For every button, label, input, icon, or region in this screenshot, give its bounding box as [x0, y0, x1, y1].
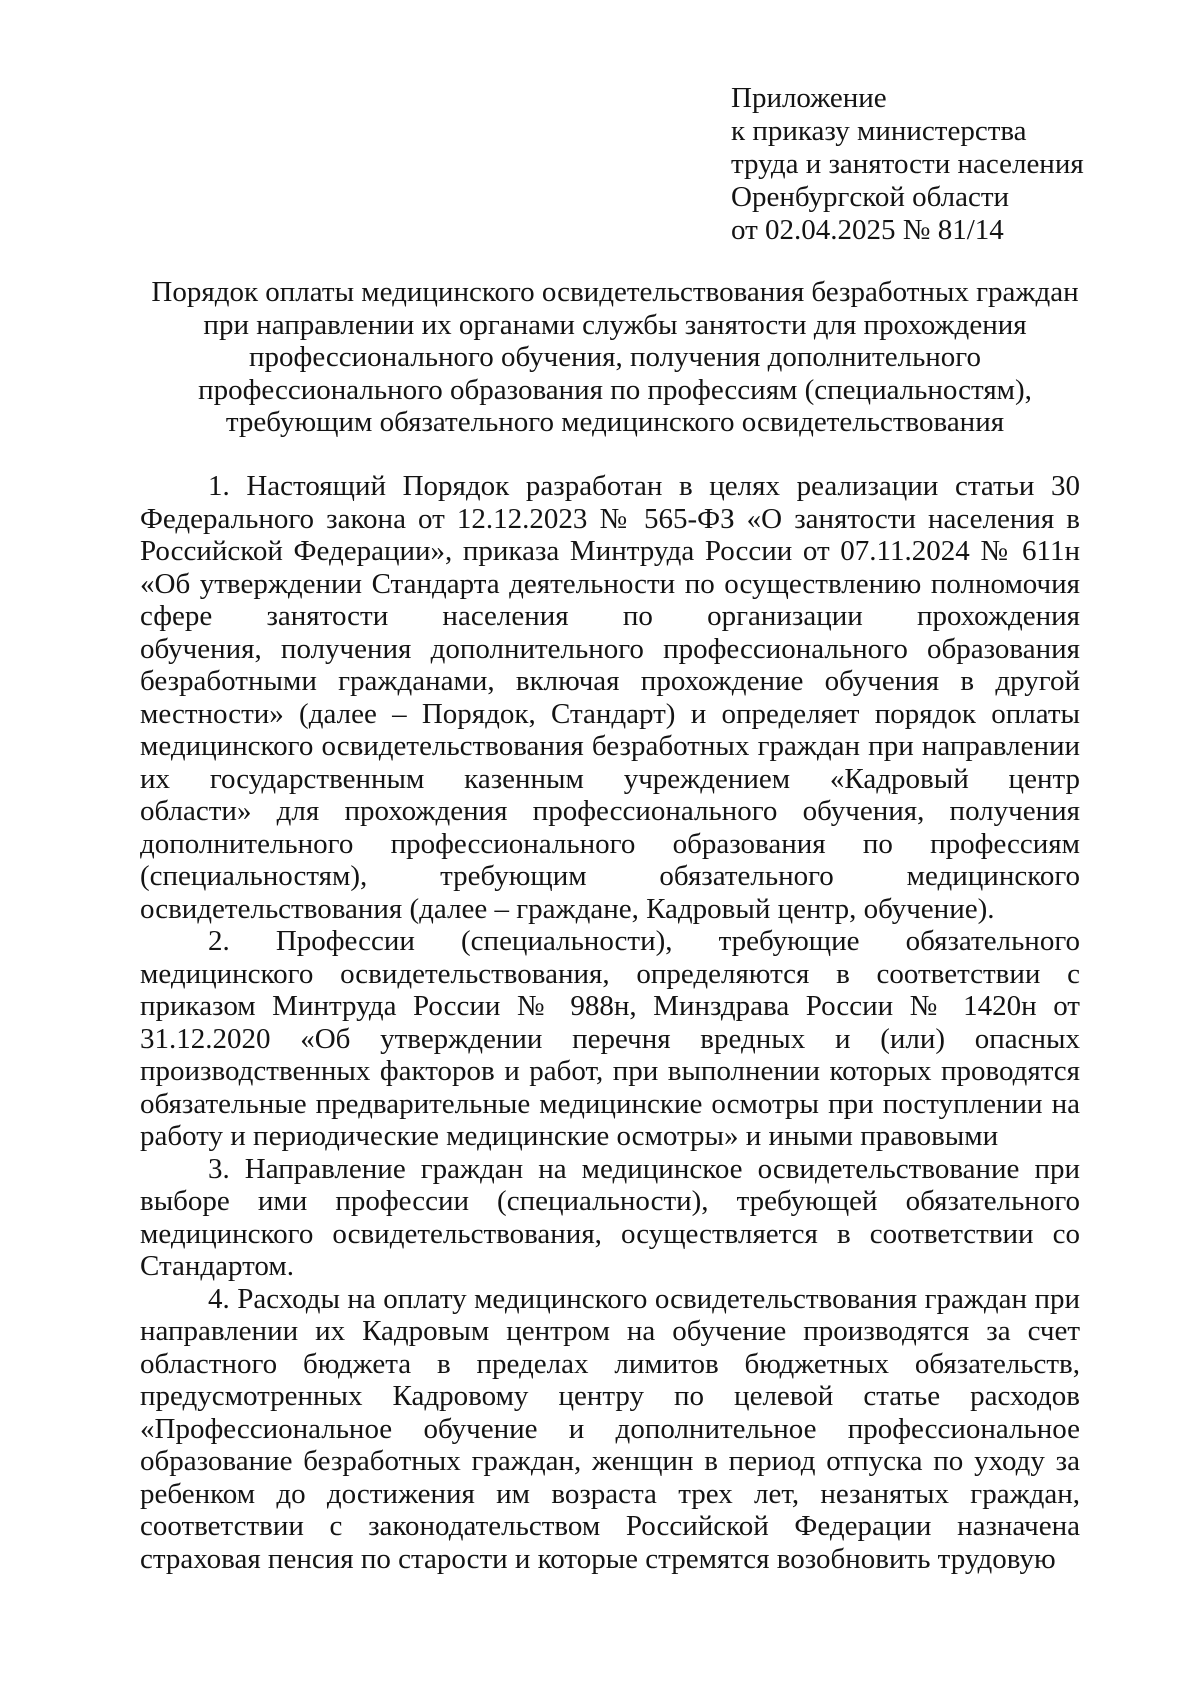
paragraph-line: 31.12.2020 «Об утверждении перечня вредных и (или) опасных: [140, 1022, 1080, 1055]
paragraph-line: приказом Минтруда России № 988н, Минздрава России № 1420н от: [140, 990, 1080, 1022]
paragraph-line: медицинского освидетельствования безработных граждан при направлении: [140, 730, 1080, 762]
paragraph-line: их государственным казенным учреждением «Кадровый центр: [140, 762, 1080, 795]
paragraph-line: работу и периодические медицинские осмотры» и иными правовыми: [140, 1120, 999, 1152]
paragraph-line: областного бюджета в пределах лимитов бюджетных обязательств,: [140, 1347, 1080, 1380]
paragraph-line: образование безработных граждан, женщин в период отпуска по уходу за: [140, 1445, 1080, 1477]
paragraph-line: «Профессиональное обучение и дополнительное профессиональное: [140, 1412, 1080, 1445]
title-line: профессионального образования по профессиям (специальностям),: [198, 373, 1032, 406]
paragraph-line: направлении их Кадровым центром на обучение производятся за счет: [140, 1315, 1080, 1347]
document-body: [140, 470, 1080, 1575]
appendix-line: Оренбургской области: [731, 181, 1010, 213]
appendix-line: труда и занятости населения: [731, 148, 1084, 180]
paragraph-line: 4. Расходы на оплату медицинского освидетельствования граждан при: [208, 1282, 1080, 1315]
paragraph-line: освидетельствования (далее – граждане, Кадровый центр, обучение).: [140, 892, 995, 925]
paragraph-line: соответствии с законодательством Российской Федерации назначена: [140, 1510, 1080, 1542]
paragraph-line: «Об утверждении Стандарта деятельности по осуществлению полномочия: [140, 567, 1080, 600]
paragraph-line: страховая пенсия по старости и которые стремятся возобновить трудовую: [140, 1542, 1056, 1575]
paragraph-line: безработными гражданами, включая прохождение обучения в другой: [140, 665, 1080, 697]
paragraph-line: (специальностям), требующим обязательного медицинского: [140, 860, 1080, 892]
paragraph-line: Российской Федерации», приказа Минтруда России от 07.11.2024 № 611н: [140, 535, 1080, 567]
appendix-header: [731, 82, 1084, 247]
paragraph-line: медицинского освидетельствования, определяются в соответствии с: [140, 957, 1080, 990]
paragraph-line: сфере занятости населения по организации прохождения: [140, 600, 1080, 632]
paragraph-line: медицинского освидетельствования, осуществляется в соответствии со: [140, 1217, 1080, 1250]
appendix-line: от 02.04.2025 № 81/14: [731, 214, 1004, 246]
paragraph-line: области» для прохождения профессионального обучения, получения: [140, 795, 1080, 827]
paragraph-line: 2. Профессии (специальности), требующие обязательного: [208, 925, 1080, 957]
paragraph-2: [140, 925, 1080, 1153]
paragraph-line: предусмотренных Кадровому центру по целевой статье расходов: [140, 1380, 1080, 1412]
paragraph-line: Стандартом.: [140, 1250, 294, 1282]
appendix-line: к приказу министерства: [731, 115, 1027, 147]
appendix-line: Приложение: [731, 82, 887, 114]
paragraph-4: [140, 1283, 1080, 1576]
paragraph-line: обучения, получения дополнительного профессионального образования: [140, 632, 1080, 665]
paragraph-line: местности» (далее – Порядок, Стандарт) и определяет порядок оплаты: [140, 697, 1080, 730]
paragraph-line: 1. Настоящий Порядок разработан в целях реализации статьи 30: [208, 470, 1080, 502]
paragraph-3: [140, 1153, 1080, 1283]
title-line: профессионального обучения, получения дополнительного: [249, 341, 981, 373]
title-line: требующим обязательного медицинского освидетельствования: [225, 406, 1005, 438]
paragraph-line: обязательные предварительные медицинские осмотры при поступлении на: [140, 1087, 1080, 1120]
paragraph-line: ребенком до достижения им возраста трех лет, незанятых граждан,: [140, 1477, 1080, 1510]
title-line: Порядок оплаты медицинского освидетельствования безработных граждан: [151, 276, 1079, 308]
paragraph-line: выборе ими профессии (специальности), требующей обязательного: [140, 1185, 1080, 1217]
paragraph-line: производственных факторов и работ, при выполнении которых проводятся: [140, 1055, 1080, 1087]
title-line: при направлении их органами службы занятости для прохождения: [203, 308, 1027, 341]
paragraph-line: дополнительного профессионального образования по профессиям: [140, 827, 1080, 860]
paragraph-line: Федерального закона от 12.12.2023 № 565-ФЗ «О занятости населения в: [140, 502, 1080, 535]
paragraph-1: [140, 470, 1080, 925]
document-title: [140, 276, 1090, 439]
paragraph-line: 3. Направление граждан на медицинское освидетельствование при: [208, 1152, 1080, 1185]
